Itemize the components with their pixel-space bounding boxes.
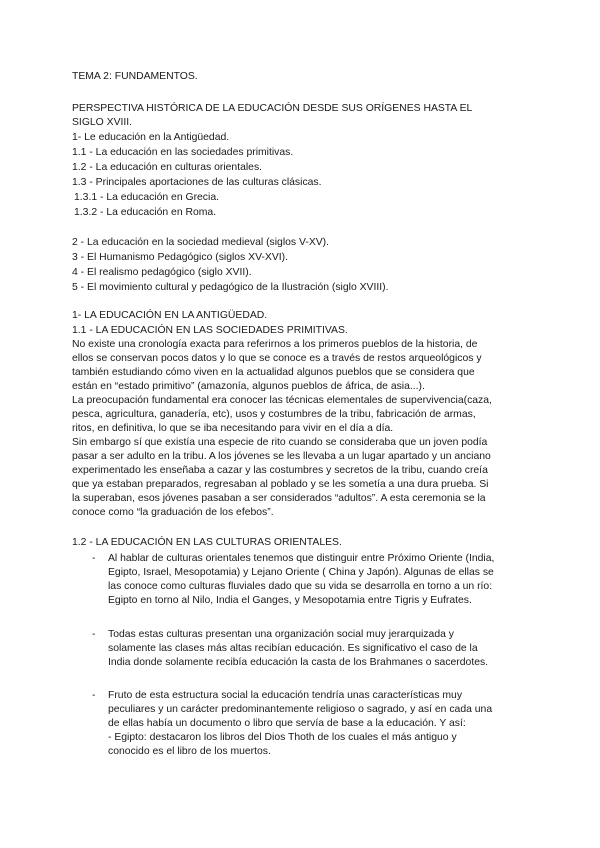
bullet-line: Fruto de esta estructura social la educación tendría unas características muy bbox=[108, 690, 463, 701]
toc-item: 5 - El movimiento cultural y pedagógico de la Ilustración (siglo XVIII). bbox=[72, 282, 389, 293]
paragraph-line: pasar a ser adulto en la tribu. A los jóvenes se les llevaba a un lugar apartado y un anciano bbox=[72, 451, 491, 462]
subsection-heading: 1.1 - LA EDUCACIÓN EN LAS SOCIEDADES PRIMITIVAS. bbox=[72, 325, 348, 336]
paragraph-line: No existe una cronología exacta para referirnos a los primeros pueblos de la historia, de bbox=[72, 339, 478, 350]
toc-item: 1.3 - Principales aportaciones de las culturas clásicas. bbox=[72, 177, 322, 188]
paragraph-line: también estudiando cómo viven en la actualidad algunos pueblos que se considera que bbox=[72, 367, 475, 378]
toc-item: 1.2 - La educación en culturas orientales. bbox=[72, 162, 263, 173]
bullet-line: Egipto, Israel, Mesopotamia) y Lejano Oriente ( China y Japón). Algunas de ellas se bbox=[108, 567, 494, 578]
bullet-line: de ellas había un documento o libro que servía de base a la educación. Y así: bbox=[108, 718, 466, 729]
bullet-line: - Egipto: destacaron los libros del Dios Thoth de los cuales el más antiguo y bbox=[108, 732, 457, 743]
bullet-line: Todas estas culturas presentan una organización social muy jerarquizada y bbox=[108, 629, 454, 640]
bullet-line: conocido es el libro de los muertos. bbox=[108, 746, 271, 757]
toc-item: 2 - La educación en la sociedad medieval (siglos V-XV). bbox=[72, 237, 330, 248]
paragraph-line: pesca, agricultura, ganadería, etc), usos y costumbres de la tribu, fabricación de armas, bbox=[72, 409, 476, 420]
bullet-dash: - bbox=[92, 629, 96, 640]
paragraph-line: están en “estado primitivo” (amazonía, algunos pueblos de áfrica, de asia...). bbox=[72, 381, 425, 392]
toc-item: 4 - El realismo pedagógico (siglo XVII). bbox=[72, 267, 252, 278]
paragraph-line: ellos se conservan pocos datos y lo que se conoce es a través de restos arqueológicos y bbox=[72, 353, 482, 364]
bullet-line: India donde solamente recibía educación la casta de los Brahmanes o sacerdotes. bbox=[108, 657, 489, 668]
bullet-line: Al hablar de culturas orientales tenemos que distinguir entre Próximo Oriente (India, bbox=[108, 553, 495, 564]
toc-subitem: 1.3.1 - La educación en Grecia. bbox=[74, 192, 219, 203]
paragraph-line: Sin embargo sí que existía una especie de rito cuando se consideraba que un joven podía bbox=[72, 437, 488, 448]
paragraph-line: ritos, en definitiva, lo que se iba necesitando para vivir en el día a día. bbox=[72, 423, 394, 434]
paragraph-line: conoce como “la graduación de los efebos”. bbox=[72, 507, 274, 518]
section-heading: 1- LA EDUCACIÓN EN LA ANTIGÜEDAD. bbox=[72, 310, 268, 321]
toc-subitem: 1.3.2 - La educación en Roma. bbox=[74, 207, 217, 218]
paragraph-line: que ya estaban preparados, regresaban al poblado y se les sometía a una dura prueba. Si bbox=[72, 479, 489, 490]
paragraph-line: experimentado les enseñaba a cazar y las costumbres y secretos de la tribu, cuando creía bbox=[72, 465, 488, 476]
toc-item: 1- Le educación en la Antigüedad. bbox=[72, 132, 230, 143]
toc-item: 3 - El Humanismo Pedagógico (siglos XV-XVI). bbox=[72, 252, 288, 263]
doc-title: TEMA 2: FUNDAMENTOS. bbox=[72, 71, 198, 82]
main-heading-line-2: SIGLO XVIII. bbox=[72, 117, 133, 128]
paragraph-line: La preocupación fundamental era conocer las técnicas elementales de supervivencia(caza, bbox=[72, 395, 492, 406]
bullet-line: solamente las clases más altas recibían educación. Es significativo el caso de la bbox=[108, 643, 478, 654]
bullet-dash: - bbox=[92, 690, 96, 701]
bullet-dash: - bbox=[92, 553, 96, 564]
bullet-line: peculiares y un carácter predominantemente religioso o sagrado, y así en cada una bbox=[108, 704, 493, 715]
subsection-heading: 1.2 - LA EDUCACIÓN EN LAS CULTURAS ORIENTALES. bbox=[72, 537, 342, 548]
bullet-line: las conoce como culturas fluviales dado que su vida se desarrolla en torno a un río: bbox=[108, 581, 493, 592]
bullet-line: Egipto en torno al Nilo, India el Ganges, y Mesopotamia entre Tigris y Eufrates. bbox=[108, 595, 472, 606]
main-heading-line-1: PERSPECTIVA HISTÓRICA DE LA EDUCACIÓN DESDE SUS ORÍGENES HASTA EL bbox=[72, 103, 473, 114]
toc-item: 1.1 - La educación en las sociedades primitivas. bbox=[72, 147, 294, 158]
paragraph-line: la superaban, esos jóvenes pasaban a ser considerados “adultos”. A esta ceremonia se la bbox=[72, 493, 486, 504]
